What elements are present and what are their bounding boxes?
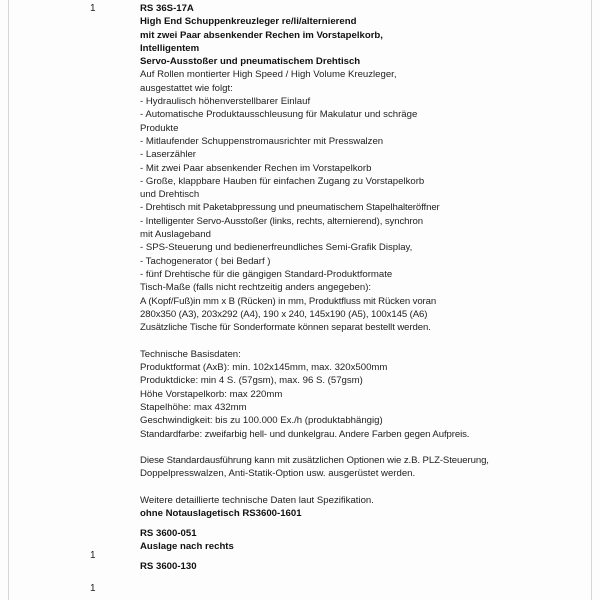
- item1-title-line: mit zwei Paar absenkender Rechen im Vorstapelkorb,: [140, 29, 383, 41]
- feature-line: - Laserzähler: [140, 149, 196, 161]
- table-size-line: A (Kopf/Fuß)in mm x B (Rücken) in mm, Produktfluss mit Rücken voran: [140, 295, 437, 307]
- feature-line: - Große, klappbare Hauben für einfachen Zugang zu Vorstapelkorb: [140, 175, 425, 187]
- item2-description: Auslage nach rechts: [140, 540, 234, 552]
- tech-data-line: Standardfarbe: zweifarbig hell- und dunkelgrau. Andere Farben gegen Aufpreis.: [140, 428, 470, 440]
- item2-code: RS 3600-051: [140, 527, 197, 539]
- tech-data-line: Produktformat (AxB): min. 102x145mm, max. 320x500mm: [140, 362, 388, 374]
- feature-line: und Drehtisch: [140, 189, 200, 201]
- page-right-border: [591, 0, 592, 600]
- option-line: Doppelpresswalzen, Anti-Statik-Option usw. ausgerüstet werden.: [140, 468, 416, 480]
- table-size-line: Tisch-Maße (falls nicht rechtzeitig anders angegeben):: [140, 282, 372, 294]
- item3-quantity: 1: [90, 583, 96, 594]
- item1-quantity: 1: [90, 3, 96, 14]
- item2-quantity: 1: [90, 550, 96, 561]
- feature-line: - Mitlaufender Schuppenstromausrichter mit Presswalzen: [140, 135, 384, 147]
- spacer: [140, 441, 560, 454]
- tech-data-line: Produktdicke: min 4 S. (57gsm), max. 96 S. (57gsm): [140, 375, 363, 387]
- page-left-border: [8, 0, 9, 600]
- spacer: [140, 334, 560, 347]
- item1-title-line: Intelligentem: [140, 42, 200, 54]
- item1-title-line: High End Schuppenkreuzleger re/li/alternierend: [140, 16, 357, 28]
- feature-line: - Drehtisch mit Paketabpressung und pneumatischem Stapelhalteröffner: [140, 202, 440, 214]
- spacer: [140, 481, 560, 494]
- option-line: Diese Standardausführung kann mit zusätzlichen Optionen wie z.B. PLZ-Steuerung,: [140, 455, 489, 467]
- tech-data-line: Geschwindigkeit: bis zu 100.000 Ex./h (produktabhängig): [140, 415, 383, 427]
- feature-line: Produkte: [140, 122, 179, 134]
- table-size-line: 280x350 (A3), 203x292 (A4), 190 x 240, 145x190 (A5), 100x145 (A6): [140, 308, 428, 320]
- tech-data-line: Technische Basisdaten:: [140, 348, 241, 360]
- feature-line: - Mit zwei Paar absenkender Rechen im Vorstapelkorb: [140, 162, 372, 174]
- feature-line: - Automatische Produktausschleusung für Makulatur und schräge: [140, 109, 418, 121]
- specification-line: Weitere detaillierte technische Daten laut Spezifikation.: [140, 494, 374, 506]
- item3-code: RS 3600-130: [140, 561, 197, 573]
- without-table-line: ohne Notauslagetisch RS3600-1601: [140, 508, 302, 520]
- feature-line: mit Auslageband: [140, 229, 211, 241]
- feature-line: - Tachogenerator ( bei Bedarf ): [140, 255, 271, 267]
- feature-line: - fünf Drehtische für die gängigen Standard-Produktformate: [140, 268, 393, 280]
- item1-intro-line: ausgestattet wie folgt:: [140, 82, 233, 94]
- document-content: [140, 2, 560, 573]
- table-size-line: Zusätzliche Tische für Sonderformate können separat bestellt werden.: [140, 322, 431, 334]
- item1-code: RS 36S-17A: [140, 3, 194, 14]
- feature-line: - Intelligenter Servo-Ausstoßer (links, rechts, alternierend), synchron: [140, 215, 423, 227]
- feature-line: - SPS-Steuerung und bedienerfreundliches Semi-Grafik Display,: [140, 242, 413, 254]
- item1-intro-line: Auf Rollen montierter High Speed / High Volume Kreuzleger,: [140, 69, 397, 81]
- tech-data-line: Stapelhöhe: max 432mm: [140, 401, 247, 413]
- feature-line: - Hydraulisch höhenverstellbarer Einlauf: [140, 96, 311, 108]
- tech-data-line: Höhe Vorstapelkorb: max 220mm: [140, 388, 283, 400]
- item1-title-line: Servo-Ausstoßer und pneumatischem Drehtisch: [140, 56, 361, 68]
